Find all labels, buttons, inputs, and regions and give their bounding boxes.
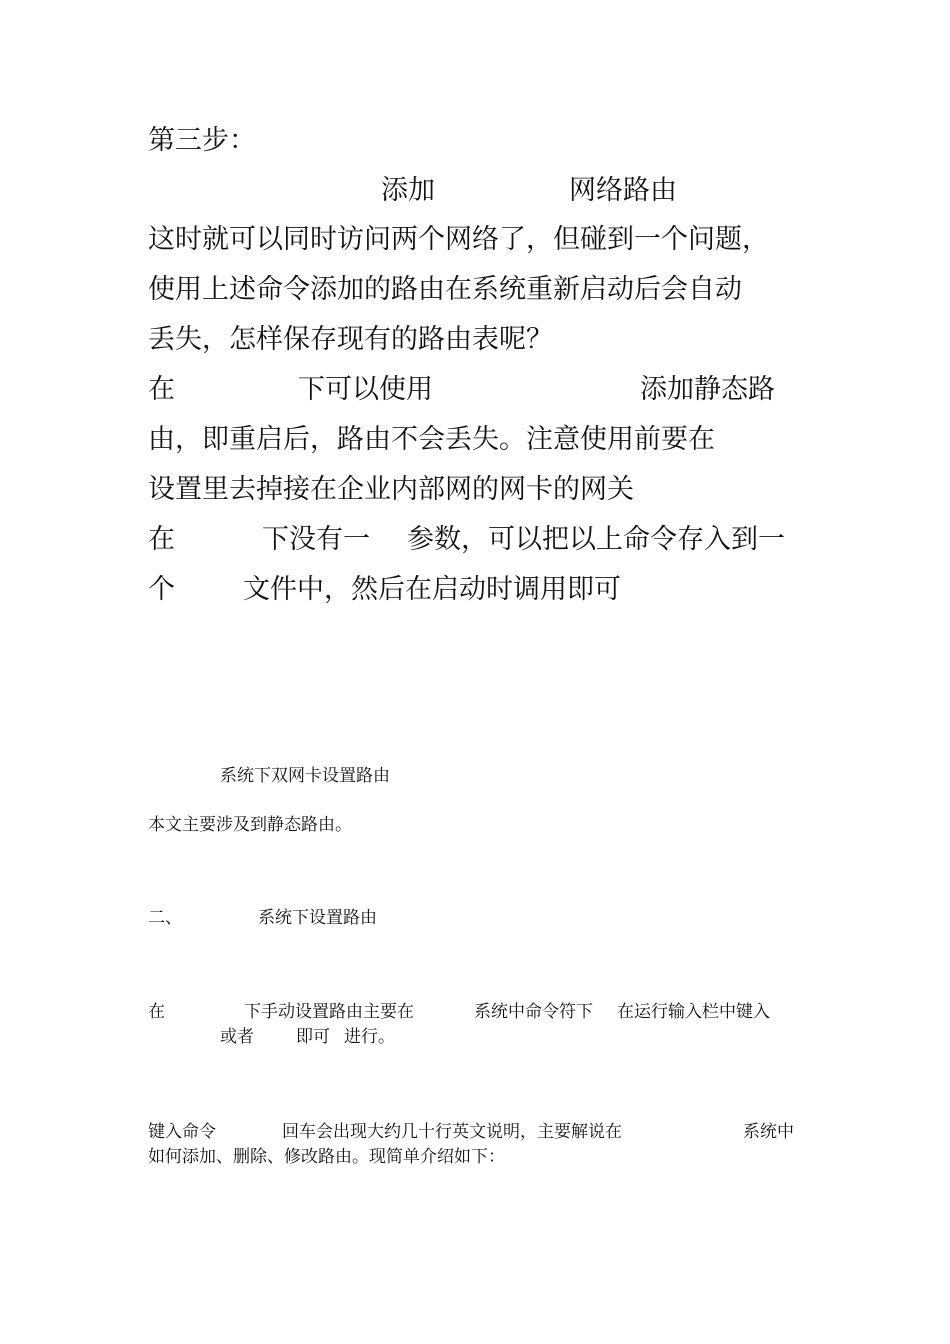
body-2-part-a: 键入命令: [148, 1122, 216, 1142]
body-2-part-d: 如何添加、删除、修改路由。现简单介绍如下：: [148, 1147, 505, 1167]
paragraph-1-line-1: 这时就可以同时访问两个网络了，但碰到一个问题，: [148, 224, 769, 255]
body-1-part-c: 系统中命令符下: [474, 1002, 593, 1022]
paragraph-3-line-1b: 下没有一: [262, 524, 370, 555]
paragraph-2-line-1c: 添加静态路: [640, 374, 775, 405]
body-2-part-b: 回车会出现大约几十行英文说明，主要解说在: [282, 1122, 622, 1142]
paragraph-3-line-1c: 参数，可以把以上命令存入到一: [407, 524, 785, 555]
body-1-part-g: 进行。: [344, 1027, 395, 1047]
step-heading: 第三步：: [148, 125, 256, 156]
body-1-part-b: 下手动设置路由主要在: [244, 1002, 414, 1022]
paragraph-1-line-3: 丢失，怎样保存现有的路由表呢？: [148, 324, 553, 355]
paragraph-2-line-3: 设置里去掉接在企业内部网的网卡的网关: [148, 474, 634, 505]
body-1-part-e: 或者: [220, 1027, 254, 1047]
article-intro: 本文主要涉及到静态路由。: [148, 815, 352, 835]
section-2-title: 系统下设置路由: [258, 908, 377, 928]
body-1-part-f: 即可: [296, 1027, 330, 1047]
section-2-number: 二、: [148, 908, 182, 928]
paragraph-3-line-2b: 文件中，然后在启动时调用即可: [243, 574, 621, 605]
paragraph-2-line-2: 由，即重启后，路由不会丢失。注意使用前要在: [148, 424, 715, 455]
body-2-part-c: 系统中: [743, 1122, 794, 1142]
body-1-part-d: 在运行输入栏中键入: [617, 1002, 770, 1022]
add-route-text-2: 网络路由: [569, 175, 677, 206]
paragraph-2-line-1b: 下可以使用: [298, 374, 433, 405]
paragraph-3-line-1a: 在: [148, 524, 175, 555]
article-title: 系统下双网卡设置路由: [220, 766, 390, 786]
add-route-text-1: 添加: [381, 175, 435, 206]
paragraph-3-line-2a: 个: [148, 574, 175, 605]
body-1-part-a: 在: [148, 1002, 165, 1022]
paragraph-2-line-1a: 在: [148, 374, 175, 405]
paragraph-1-line-2: 使用上述命令添加的路由在系统重新启动后会自动: [148, 274, 742, 305]
